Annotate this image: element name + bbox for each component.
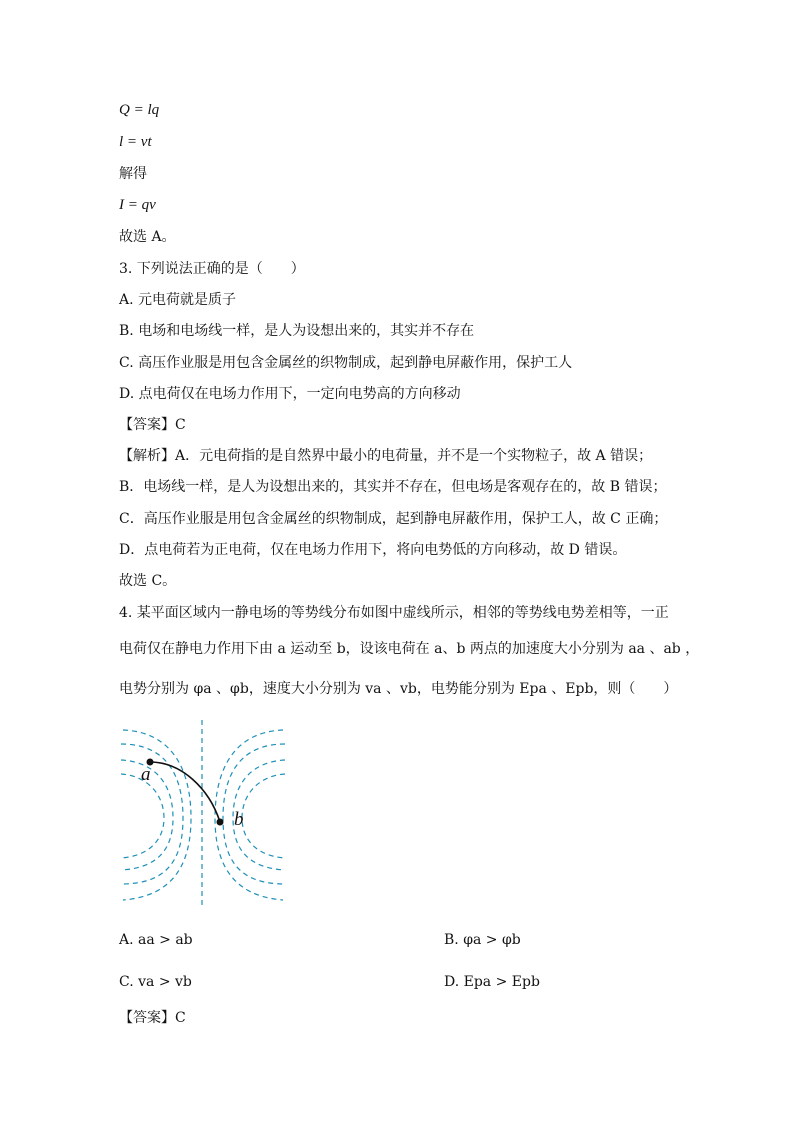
question-3-option-d: D. 点电荷仅在电场力作用下，一定向电势高的方向移动 <box>119 386 461 402</box>
question-4-stem-line3: 电势分别为 φa 、φb，速度大小分别为 va 、vb，电势能分别为 Epa 、Epb，则（ ） <box>119 681 678 697</box>
question-4-option-d: D. Epa > Epb <box>444 974 540 990</box>
point-b-label: b <box>234 809 244 830</box>
question-3-option-b: B. 电场和电场线一样，是人为设想出来的，其实并不存在 <box>119 323 475 339</box>
left-equipotential-curve-4 <box>123 730 191 900</box>
point-a-label: a <box>141 764 151 785</box>
conclusion-c: 故选 C。 <box>119 573 177 589</box>
question-4-stem-line1: 4. 某平面区域内一静电场的等势线分布如图中虚线所示，相邻的等势线电势差相等，一正 <box>119 605 669 621</box>
question-3-explanation-b: B．电场线一样，是人为设想出来的，其实并不存在，但电场是客观存在的，故 B 错误； <box>119 479 667 495</box>
equipotential-lines <box>121 720 285 908</box>
question-3-explanation-c: C．高压作业服是用包含金属丝的织物制成，起到静电屏蔽作用，保护工人，故 C 正确； <box>119 511 668 527</box>
left-equipotential-curve-1 <box>121 744 183 884</box>
question-4-answer: 【答案】C <box>119 1010 186 1026</box>
equation-i-qv: I = qv <box>119 197 156 213</box>
question-4-option-c: C. va > vb <box>119 974 192 990</box>
question-3-answer: 【答案】C <box>119 417 186 433</box>
question-3-option-c: C. 高压作业服是用包含金属丝的织物制成，起到静电屏蔽作用，保护工人 <box>119 355 573 371</box>
question-3-explanation-a: 【解析】A．元电荷指的是自然界中最小的电荷量，并不是一个实物粒子，故 A 错误； <box>119 448 653 464</box>
trajectory-curve <box>150 762 220 822</box>
equation-q-lq: Q = lq <box>119 102 160 118</box>
equipotential-figure <box>119 718 289 910</box>
question-3-option-a: A. 元电荷就是质子 <box>119 292 237 308</box>
conclusion-a: 故选 A。 <box>119 229 176 245</box>
equation-l-vt: l = vt <box>119 134 152 150</box>
left-equipotential-curve-3 <box>121 774 164 858</box>
question-4-option-a: A. aa > ab <box>119 932 193 948</box>
question-3-stem: 3. 下列说法正确的是（ ） <box>119 261 305 277</box>
question-3-explanation-d: D．点电荷若为正电荷，仅在电场力作用下，将向电势低的方向移动，故 D 错误。 <box>119 542 627 558</box>
text-jiede: 解得 <box>119 166 147 182</box>
right-equipotential-curve-3 <box>242 774 285 858</box>
right-equipotential-curve-1 <box>223 744 285 884</box>
right-equipotential-curve-4 <box>215 730 283 900</box>
question-4-option-b: B. φa > φb <box>444 932 521 948</box>
question-4-stem-line2: 电荷仅在静电力作用下由 a 运动至 b，设该电荷在 a、b 两点的加速度大小分别为 aa 、ab ， <box>119 641 700 657</box>
point-b-dot <box>217 819 224 826</box>
